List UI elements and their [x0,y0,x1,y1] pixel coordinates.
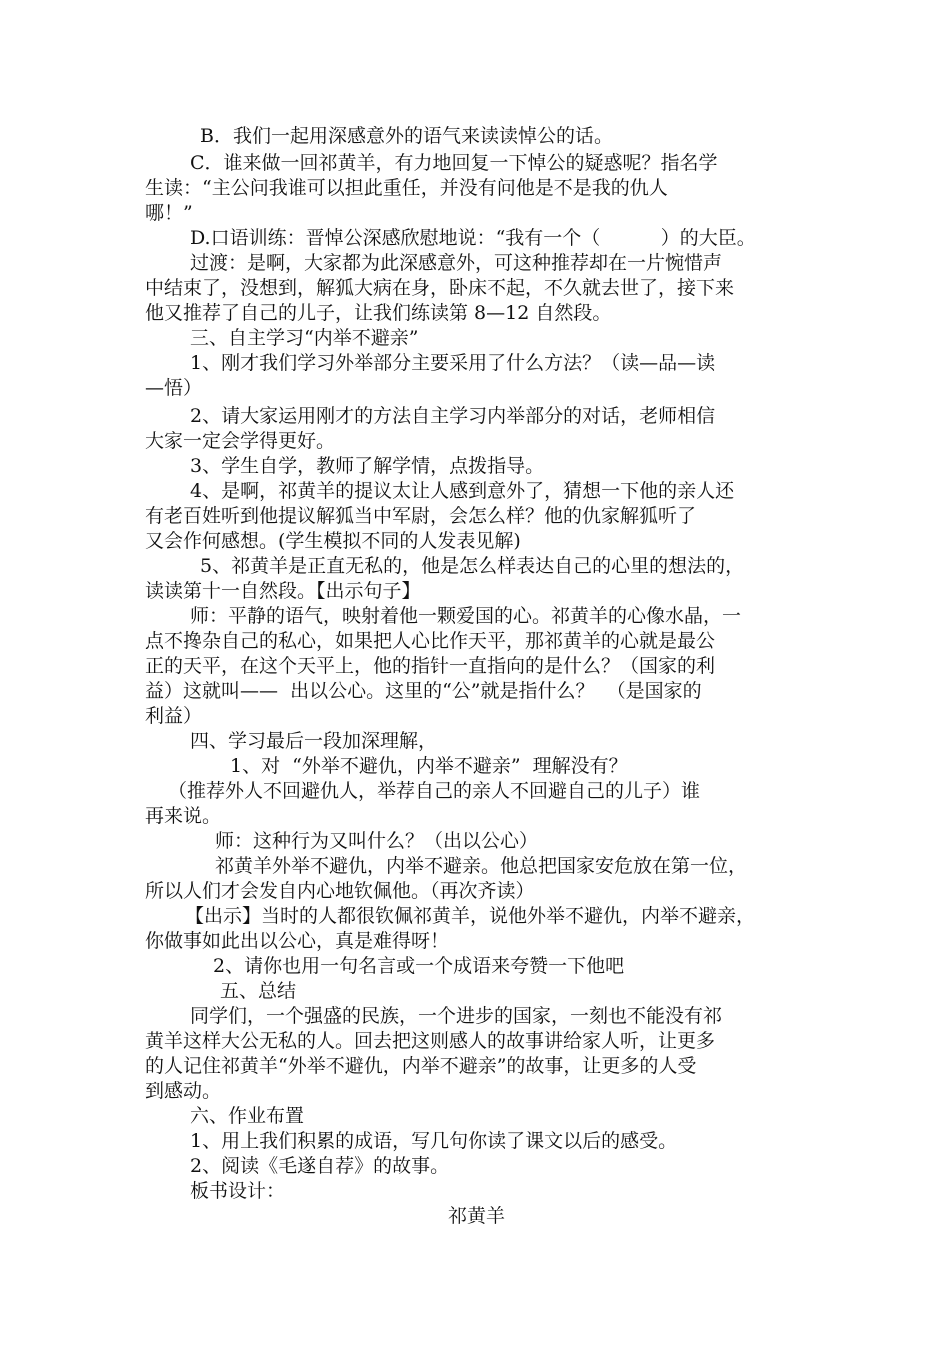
text-line: 5、祁黄羊是正直无私的，他是怎么样表达自己的心里的想法的， [200,555,745,577]
text-line: 中结束了，没想到，解狐大病在身，卧床不起，不久就去世了，接下来 [145,277,735,299]
text-line: B．我们一起用深感意外的语气来读读悼公的话。 [200,125,613,147]
text-line: 有老百姓听到他提议解狐当中军尉，会怎么样？他的仇家解狐听了 [145,505,697,527]
section-heading: 四、学习最后一段加深理解， [190,730,438,752]
text-line: C．谁来做一回祁黄羊，有力地回复一下悼公的疑惑呢？指名学 [190,152,718,174]
text-line: 点不搀杂自己的私心，如果把人心比作天平，那祁黄羊的心就是最公 [145,630,716,652]
text-line: 2、请你也用一句名言或一个成语来夸赞一下他吧 [213,955,625,977]
text-line: 过渡：是啊，大家都为此深感意外，可这种推荐却在一片惋惜声 [190,252,723,274]
board-title: 祁黄羊 [448,1205,506,1227]
text-line: —悟） [145,377,203,399]
text-line: 同学们，一个强盛的民族，一个进步的国家，一刻也不能没有祁 [190,1005,723,1027]
text-line: D.口语训练：晋悼公深感欣慰地说：“我有一个（ ）的大臣。 [190,227,756,249]
text-line: 黄羊这样大公无私的人。回去把这则感人的故事讲给家人听，让更多 [145,1030,716,1052]
text-line: 到感动。 [145,1080,222,1102]
text-line: 你做事如此出以公心，真是难得呀！ [145,930,450,952]
section-heading: 三、自主学习“内举不避亲” [190,327,419,349]
text-line: 师：平静的语气，映射着他一颗爱国的心。祁黄羊的心像水晶，一 [190,605,742,627]
text-line: 又会作何感想。(学生模拟不同的人发表见解) [145,530,521,552]
text-line: 哪！” [145,202,193,224]
text-line: （推荐外人不回避仇人，举荐自己的亲人不回避自己的儿子）谁 [168,780,701,802]
text-line: 的人记住祁黄羊“外举不避仇，内举不避亲”的故事，让更多的人受 [145,1055,697,1077]
text-line: 1、刚才我们学习外举部分主要采用了什么方法？（读—品—读 [190,352,716,374]
text-line: 利益） [145,705,203,727]
section-heading: 六、作业布置 [190,1105,305,1127]
section-heading: 五、总结 [220,980,297,1002]
text-line: 益）这就叫—— 出以公心。这里的“公”就是指什么？ （是国家的 [145,680,702,702]
text-line: 师：这种行为又叫什么？（出以公心） [215,830,539,852]
text-line: 4、是啊，祁黄羊的提议太让人感到意外了，猜想一下他的亲人还 [190,480,735,502]
text-line: 2、请大家运用刚才的方法自主学习内举部分的对话，老师相信 [190,405,716,427]
text-line: 3、学生自学，教师了解学情，点拨指导。 [190,455,545,477]
text-line: 1、用上我们积累的成语，写几句你读了课文以后的感受。 [190,1130,678,1152]
text-line: 2、阅读《毛遂自荐》的故事。 [190,1155,450,1177]
text-line: 读读第十一自然段。【出示句子】 [145,580,421,602]
text-line: 所以人们才会发自内心地钦佩他。（再次齐读） [145,880,535,902]
text-line: 板书设计： [190,1180,286,1202]
text-line: 1、对 “外举不避仇，内举不避亲” 理解没有？ [230,755,628,777]
text-line: 再来说。 [145,805,222,827]
text-line: 他又推荐了自己的儿子，让我们练读第 8—12 自然段。 [145,302,612,324]
text-line: 生读：“主公问我谁可以担此重任，并没有问他是不是我的仇人 [145,177,668,199]
text-line: 大家一定会学得更好。 [145,430,336,452]
text-line: 【出示】当时的人都很钦佩祁黄羊，说他外举不避仇，内举不避亲， [185,905,756,927]
text-line: 祁黄羊外举不避仇，内举不避亲。他总把国家安危放在第一位， [215,855,748,877]
text-line: 正的天平，在这个天平上，他的指针一直指向的是什么？（国家的利 [145,655,716,677]
